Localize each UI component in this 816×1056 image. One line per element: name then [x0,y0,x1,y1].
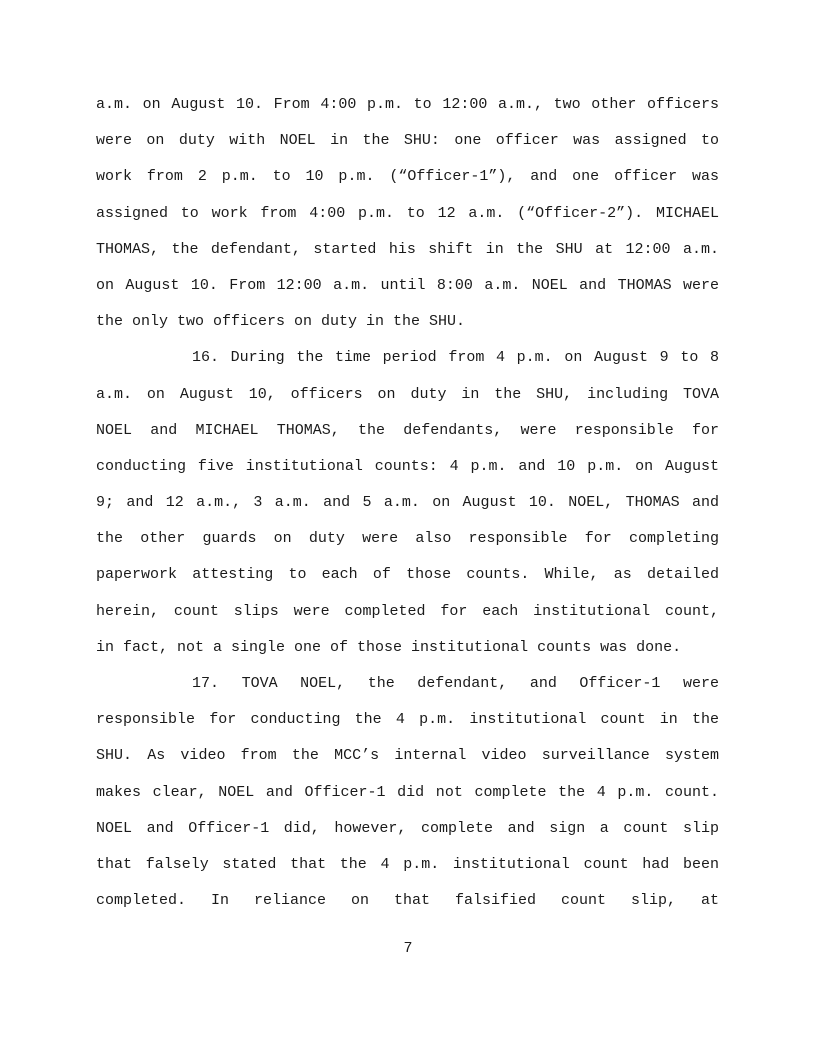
paragraph-17-first-line: 17. TOVA NOEL, the defendant, and Officer-1 were [192,675,719,692]
text-line: assigned to work from 4:00 p.m. to 12 a.m. (“Officer-2”). MICHAEL [96,204,719,222]
text-line: completed. In reliance on that falsified count slip, at [96,892,719,910]
text-line: work from 2 p.m. to 10 p.m. (“Officer-1”), and one officer was [96,168,719,186]
text-line: 9; and 12 a.m., 3 a.m. and 5 a.m. on August 10. NOEL, THOMAS and [96,494,719,512]
text-line: conducting five institutional counts: 4 p.m. and 10 p.m. on August [96,457,719,475]
text-line: that falsely stated that the 4 p.m. institutional count had been [96,855,719,873]
page-number: 7 [403,940,413,957]
body-text [96,87,719,919]
text-line: makes clear, NOEL and Officer-1 did not complete the 4 p.m. count. [96,783,719,801]
paragraph-16-first-line: 16. During the time period from 4 p.m. on August 9 to 8 [192,349,719,367]
text-line: the other guards on duty were also responsible for completing [96,530,719,548]
text-line: herein, count slips were completed for each institutional count, [96,602,719,620]
text-line: a.m. on August 10, officers on duty in the SHU, including TOVA [96,385,719,403]
text-line: the only two officers on duty in the SHU. [96,313,466,331]
text-line: responsible for conducting the 4 p.m. institutional count in the [96,711,719,729]
text-line: NOEL and MICHAEL THOMAS, the defendants, were responsible for [96,421,719,439]
text-line: THOMAS, the defendant, started his shift in the SHU at 12:00 a.m. [96,240,719,258]
text-line: paperwork attesting to each of those counts. While, as detailed [96,566,719,584]
text-line: SHU. As video from the MCC’s internal video surveillance system [96,747,719,765]
text-line: a.m. on August 10. From 4:00 p.m. to 12:00 a.m., two other officers [96,96,719,113]
text-line: on August 10. From 12:00 a.m. until 8:00 a.m. NOEL and THOMAS were [96,276,719,294]
text-line: NOEL and Officer-1 did, however, complete and sign a count slip [96,819,719,837]
text-line: in fact, not a single one of those institutional counts was done. [96,638,682,656]
text-line: were on duty with NOEL in the SHU: one officer was assigned to [96,132,719,150]
